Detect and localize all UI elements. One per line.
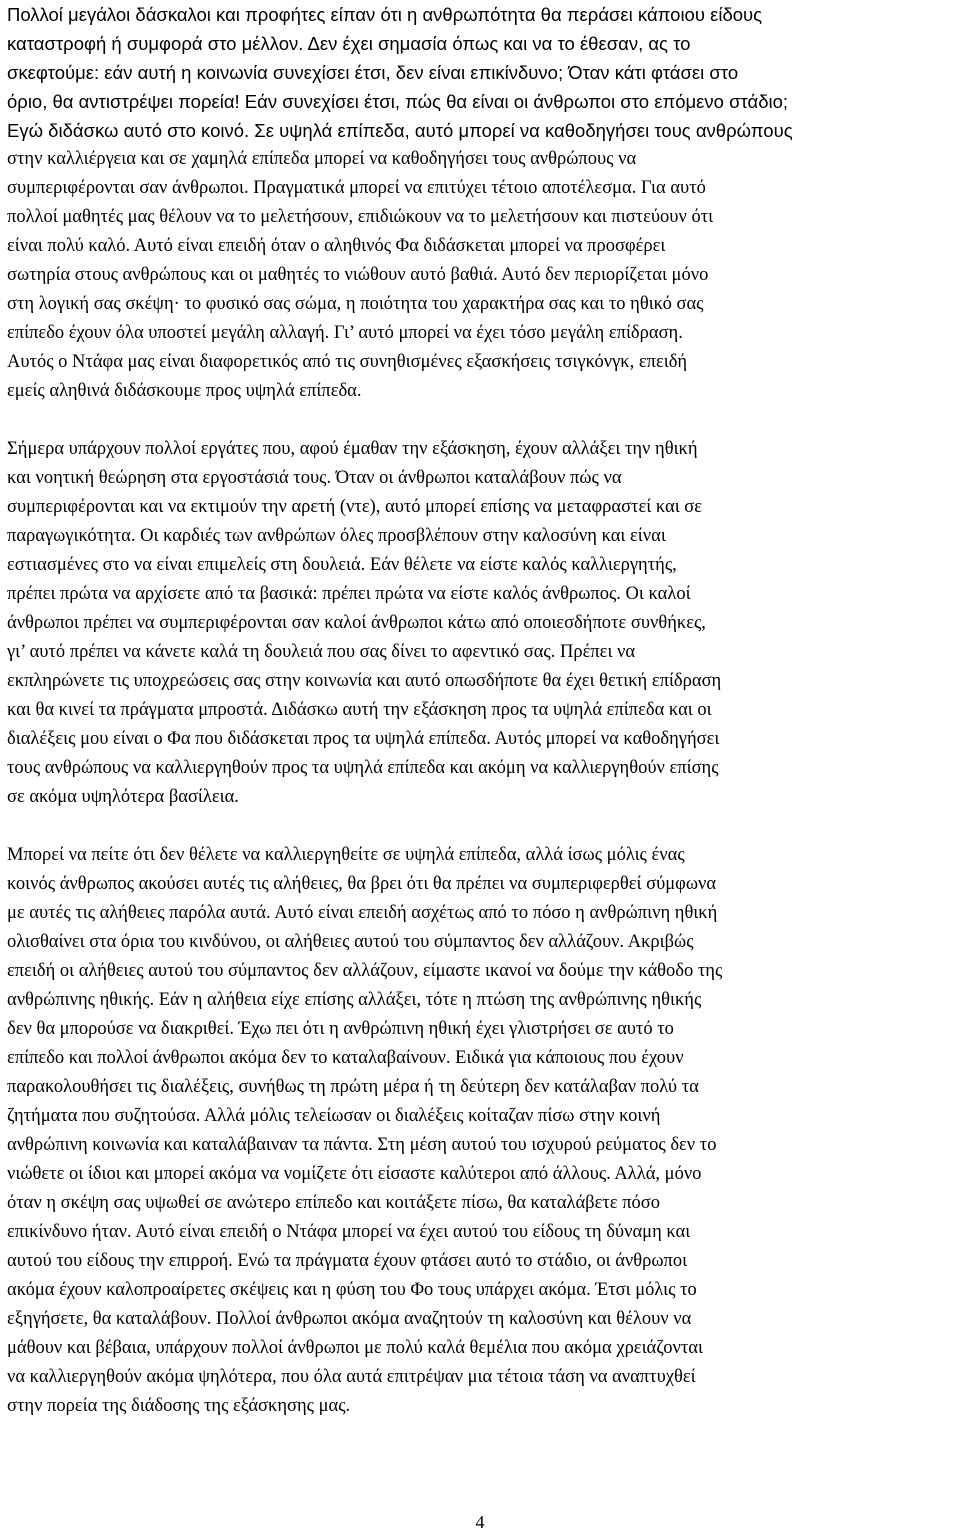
paragraph-line: γι’ αυτό πρέπει να κάνετε καλά τη δουλειά που σας δίνει το αφεντικό σας. Πρέπει να (7, 642, 636, 662)
paragraph-line: είναι πολύ καλό. Αυτό είναι επειδή όταν ο αληθινός Φα διδάσκεται μπορεί να προσφέρει (7, 236, 666, 256)
paragraph-line: Μπορεί να πείτε ότι δεν θέλετε να καλλιεργηθείτε σε υψηλά επίπεδα, αλλά ίσως μόλις ένας (7, 845, 685, 865)
paragraph-line: όριο, θα αντιστρέψει πορεία! Εάν συνεχίσει έτσι, πώς θα είναι οι άνθρωποι στο επόμενο στάδιο; (7, 91, 789, 112)
paragraph-line: ανθρώπινης ηθικής. Εάν η αλήθεια είχε επίσης αλλάξει, τότε η πτώση της ανθρώπινης ηθικής (7, 990, 702, 1010)
paragraph-line: στη λογική σας σκέψη· το φυσικό σας σώμα, η ποιότητα του χαρακτήρα σας και το ηθικό σας (7, 294, 704, 314)
paragraph-line: σκεφτούμε: εάν αυτή η κοινωνία συνεχίσει έτσι, δεν είναι επικίνδυνο; Όταν κάτι φτάσει στο (7, 62, 739, 83)
paragraph-spacer (7, 406, 953, 435)
paragraph-line: Πολλοί μεγάλοι δάσκαλοι και προφήτες είπαν ότι η ανθρωπότητα θα περάσει κάποιου είδους (7, 4, 763, 25)
paragraph-spacer (7, 812, 953, 841)
paragraph-3 (7, 841, 953, 1421)
paragraph-2 (7, 435, 953, 812)
paragraph-line: νιώθετε οι ίδιοι και μπορεί ακόμα να νομίζετε ότι είσαστε καλύτεροι από άλλους. Αλλά, μόνο (7, 1164, 702, 1184)
paragraph-line: στην πορεία της διάδοσης της εξάσκησης μας. (7, 1396, 351, 1416)
paragraph-line: μάθουν και βέβαια, υπάρχουν πολλοί άνθρωποι με πολύ καλά θεμέλια που ακόμα χρειάζονται (7, 1338, 703, 1358)
paragraph-line: άνθρωποι πρέπει να συμπεριφέρονται σαν καλοί άνθρωποι κάτω από οποιεσδήποτε συνθήκες, (7, 613, 706, 633)
paragraph-line: συμπεριφέρονται σαν άνθρωποι. Πραγματικά μπορεί να επιτύχει τέτοιο αποτέλεσμα. Για αυτό (7, 178, 706, 198)
paragraph-line: με αυτές τις αλήθειες παρόλα αυτά. Αυτό είναι επειδή ασχέτως από το πόσο η ανθρώπινη ηθική (7, 903, 718, 923)
page-number: 4 (475, 1512, 485, 1532)
paragraph-line: πρέπει πρώτα να αρχίσετε από τα βασικά: πρέπει πρώτα να είστε καλός άνθρωπος. Οι καλοί (7, 584, 691, 604)
paragraph-line: εστιασμένες στο να είναι επιμελείς στη δουλειά. Εάν θέλετε να είστε καλός καλλιεργητής, (7, 555, 677, 575)
body-text (7, 0, 953, 1421)
paragraph-line: Αυτός ο Ντάφα μας είναι διαφορετικός από τις συνηθισμένες εξασκήσεις τσιγκόνγκ, επειδή (7, 352, 688, 372)
paragraph-line: ακόμα έχουν καλοπροαίρετες σκέψεις και η φύση του Φο τους υπάρχει ακόμα. Έτσι μόλις το (7, 1280, 697, 1300)
paragraph-line: επικίνδυνο ήταν. Αυτό είναι επειδή ο Ντάφα μπορεί να έχει αυτού του είδους τη δύναμη και (7, 1222, 691, 1242)
paragraph-line: πολλοί μαθητές μας θέλουν να το μελετήσουν, επιδιώκουν να το μελετήσουν και πιστεύουν ότι (7, 207, 714, 227)
paragraph-line: παρακολουθήσει τις διαλέξεις, συνήθως τη πρώτη μέρα ή τη δεύτερη δεν κατάλαβαν πολύ τα (7, 1077, 699, 1097)
paragraph-line: εκπληρώνετε τις υποχρεώσεις σας στην κοινωνία και αυτό οπωσδήποτε θα έχει θετική επίδραση (7, 671, 722, 691)
paragraph-line: όταν η σκέψη σας υψωθεί σε ανώτερο επίπεδο και κοιτάξετε πίσω, θα καταλάβετε πόσο (7, 1193, 661, 1213)
paragraph-line: επίπεδο έχουν όλα υποστεί μεγάλη αλλαγή. Γι’ αυτό μπορεί να έχει τόσο μεγάλη επίδραση. (7, 323, 683, 343)
paragraph-line: και θα κινεί τα πράγματα μπροστά. Διδάσκω αυτή την εξάσκηση προς τα υψηλά επίπεδα και οι (7, 700, 712, 720)
paragraph-line: ανθρώπινη κοινωνία και καταλάβαιναν τα πάντα. Στη μέση αυτού του ισχυρού ρεύματος δεν το (7, 1135, 717, 1155)
paragraph-line: συμπεριφέρονται και να εκτιμούν την αρετή (ντε), αυτό μπορεί επίσης να μεταφραστεί και σε (7, 497, 703, 517)
paragraph-line: δεν θα μπορούσε να διακριθεί. Έχω πει ότι η ανθρώπινη ηθική έχει γλιστρήσει σε αυτό το (7, 1019, 674, 1039)
paragraph-line: εξηγήσετε, θα καταλάβουν. Πολλοί άνθρωποι ακόμα αναζητούν τη καλοσύνη και θέλουν να (7, 1309, 692, 1329)
paragraph-line: επίπεδο και πολλοί άνθρωποι ακόμα δεν το καταλαβαίνουν. Ειδικά για κάποιους που έχουν (7, 1048, 684, 1068)
paragraph-line: καταστροφή ή συμφορά στο μέλλον. Δεν έχει σημασία όπως και να το έθεσαν, ας το (7, 33, 691, 54)
paragraph-1 (7, 0, 953, 406)
paragraph-line: παραγωγικότητα. Οι καρδιές των ανθρώπων όλες προσβλέπουν στην καλοσύνη και είναι (7, 526, 666, 546)
paragraph-line: σε ακόμα υψηλότερα βασίλεια. (7, 787, 239, 807)
paragraph-line: να καλλιεργηθούν ακόμα ψηλότερα, που όλα αυτά επιτρέψαν μια τέτοια τάση να αναπτυχθεί (7, 1367, 696, 1387)
paragraph-line: ζητήματα που συζητούσα. Αλλά μόλις τελείωσαν οι διαλέξεις κοίταζαν πίσω στην κοινή (7, 1106, 661, 1126)
paragraph-line: στην καλλιέργεια και σε χαμηλά επίπεδα μπορεί να καθοδηγήσει τους ανθρώπους να (7, 149, 637, 169)
paragraph-line: κοινός άνθρωπος ακούσει αυτές τις αλήθειες, θα βρει ότι θα πρέπει να συμπεριφερθεί σύμφωνα (7, 874, 717, 894)
paragraph-line: Εγώ διδάσκω αυτό στο κοινό. Σε υψηλά επίπεδα, αυτό μπορεί να καθοδηγήσει τους ανθρώπους (7, 120, 793, 141)
paragraph-line: αυτού του είδους την επιρροή. Ενώ τα πράγματα έχουν φτάσει αυτό το στάδιο, οι άνθρωποι (7, 1251, 688, 1271)
paragraph-line: σωτηρία στους ανθρώπους και οι μαθητές το νιώθουν αυτό βαθιά. Αυτό δεν περιορίζεται μόνο (7, 265, 709, 285)
paragraph-line: Σήμερα υπάρχουν πολλοί εργάτες που, αφού έμαθαν την εξάσκηση, έχουν αλλάξει την ηθική (7, 439, 698, 459)
paragraph-line: επειδή οι αλήθειες αυτού του σύμπαντος δεν αλλάζουν, είμαστε ικανοί να δούμε την κάθοδο της (7, 961, 723, 981)
paragraph-line: διαλέξεις μου είναι ο Φα που διδάσκεται προς τα υψηλά επίπεδα. Αυτός μπορεί να καθοδηγήσει (7, 729, 720, 749)
paragraph-line: τους ανθρώπους να καλλιεργηθούν προς τα υψηλά επίπεδα και ακόμη να καλλιεργηθούν επίσης (7, 758, 719, 778)
paragraph-line: ολισθαίνει στα όρια του κινδύνου, οι αλήθειες αυτού του σύμπαντος δεν αλλάζουν. Ακριβώς (7, 932, 694, 952)
paragraph-line: και νοητική θεώρηση στα εργοστάσιά τους. Όταν οι άνθρωποι καταλάβουν πώς να (7, 468, 622, 488)
paragraph-line: εμείς αληθινά διδάσκουμε προς υψηλά επίπεδα. (7, 381, 362, 401)
